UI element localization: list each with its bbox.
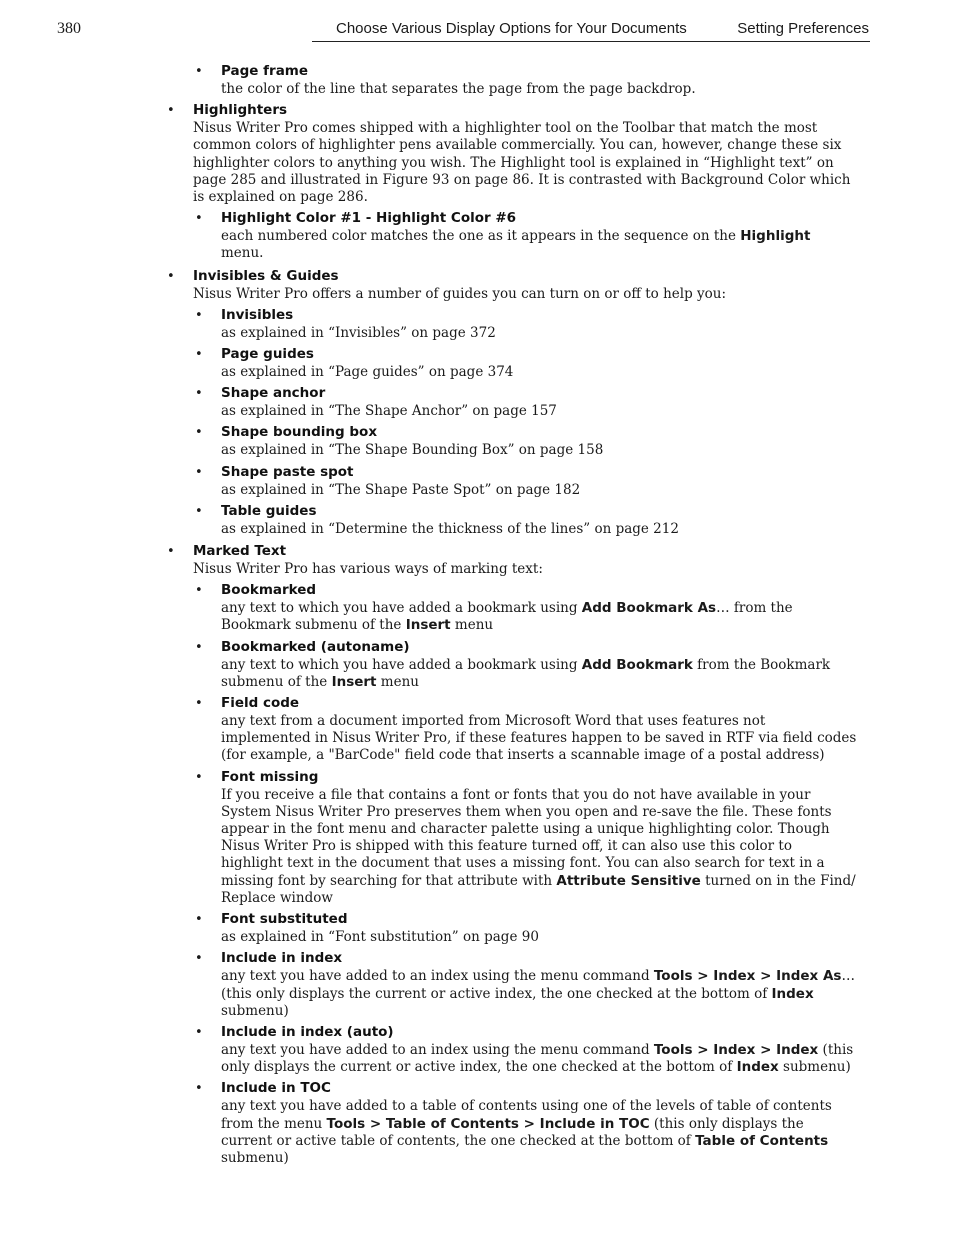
description: as explained in “The Shape Bounding Box” on page 158 <box>221 442 604 459</box>
list-item-bookmarked <box>195 581 857 634</box>
menu-name: Highlight <box>740 228 811 245</box>
bullet: • <box>195 639 203 655</box>
term: Table guides <box>221 502 317 519</box>
term: Bookmarked <box>221 582 317 599</box>
description: any text to which you have added a bookmark using Add Bookmark from the Bookmark submenu of the Insert menu <box>221 656 831 690</box>
bullet: • <box>195 769 203 785</box>
term: Include in index <box>221 950 343 967</box>
bullet: • <box>195 64 203 79</box>
term: Font missing <box>221 768 319 785</box>
bullet: • <box>195 425 203 441</box>
command-name: Add Bookmark <box>581 656 693 673</box>
list-item-shape-paste-spot <box>195 463 857 499</box>
list-item-font-substituted <box>195 910 857 946</box>
description: any text from a document imported from Microsoft Word that uses features not implemented in Nisus Writer Pro, if these features happen to be saved in RTF via field codes (for example, a "BarCode" field code that inserts a scannable image of a postal address) <box>221 713 857 764</box>
description: as explained in “Invisibles” on page 372 <box>221 324 496 341</box>
bullet: • <box>195 951 203 967</box>
list-item-font-missing <box>195 768 857 907</box>
menu-name: Index <box>771 985 814 1002</box>
bullet: • <box>195 211 203 227</box>
bullet: • <box>167 544 175 560</box>
list-item-highlight-colors <box>195 209 857 262</box>
description: as explained in “The Shape Paste Spot” on page 182 <box>221 481 581 498</box>
term: Highlight Color #1 - Highlight Color #6 <box>221 210 517 227</box>
description: the color of the line that separates the page from the page backdrop. <box>221 81 696 97</box>
term: Shape paste spot <box>221 463 354 480</box>
bullet: • <box>195 912 203 928</box>
page-header <box>0 20 954 44</box>
term: Shape anchor <box>221 385 326 402</box>
bullet: • <box>195 464 203 480</box>
description: any text you have added to a table of contents using one of the levels of table of contents from the menu Tools > Table of Contents > Include in TOC (this only displays the current or active table of contents, the one checked at the bottom of Table of Contents submenu) <box>221 1098 832 1166</box>
list-item-field-code <box>195 694 857 765</box>
menu-name: Index <box>736 1059 779 1076</box>
command-name: Tools > Index > Index As <box>653 968 842 985</box>
list-item-include-in-index <box>195 949 857 1020</box>
section-title: Setting Preferences <box>737 20 869 37</box>
list-item-invisibles <box>195 306 857 342</box>
term: Include in TOC <box>221 1080 331 1097</box>
term: Page frame <box>221 63 309 79</box>
description: Nisus Writer Pro comes shipped with a highlighter tool on the Toolbar that match the most common colors of highlighter pens available commercially. You can, however, change these six highlighter colors to anything you wish. The Highlight tool is explained in “Highlight text” on page 285 and illustrated in Figure 93 on page 86. It is contrasted with Background Color which is explained on page 286. <box>193 120 851 206</box>
description: each numbered color matches the one as it appears in the sequence on the Highlight menu. <box>221 228 811 262</box>
description: Nisus Writer Pro has various ways of marking text: <box>193 561 543 578</box>
command-name: Tools > Index > Index <box>653 1041 819 1058</box>
bullet: • <box>195 1081 203 1097</box>
list-item-page-frame <box>195 62 857 98</box>
bullet: • <box>195 1024 203 1040</box>
bullet: • <box>195 307 203 323</box>
description: as explained in “The Shape Anchor” on page 157 <box>221 403 557 420</box>
command-name: Tools > Table of Contents > Include in TOC <box>326 1115 650 1132</box>
list-item-highlighters <box>167 101 857 206</box>
bullet: • <box>167 268 175 284</box>
term: Invisibles <box>221 306 294 323</box>
term: Page guides <box>221 346 314 363</box>
term: Invisibles & Guides <box>193 267 339 284</box>
list-item-include-in-index-auto <box>195 1023 857 1076</box>
list-item-bookmarked-autoname <box>195 638 857 691</box>
description: If you receive a file that contains a font or fonts that you do not have available in your System Nisus Writer Pro preserves them when you open and re-save the file. These fonts appear in the font menu and character palette using a unique highlighting color. Though Nisus Writer Pro is shipped with this feature turned off, it can also use this color to highlight text in the document that uses a missing font. You can also search for text in a missing font by searching for that attribute with Attribute Sensitive turned on in the Find/ Replace window <box>221 786 856 906</box>
term: Font substituted <box>221 911 348 928</box>
list-item-include-in-toc <box>195 1079 857 1167</box>
description: any text to which you have added a bookmark using Add Bookmark As… from the Bookmark submenu of the Insert menu <box>221 600 793 634</box>
description: as explained in “Page guides” on page 374 <box>221 364 514 381</box>
description: as explained in “Determine the thickness of the lines” on page 212 <box>221 520 679 537</box>
term: Marked Text <box>193 543 287 560</box>
bullet: • <box>195 583 203 599</box>
term: Shape bounding box <box>221 424 378 441</box>
bullet: • <box>195 503 203 519</box>
list-item-table-guides <box>195 502 857 538</box>
menu-name: Insert <box>331 673 377 690</box>
list-item-page-guides <box>195 345 857 381</box>
list-item-invisibles-guides <box>167 267 857 303</box>
list-item-marked-text <box>167 542 857 578</box>
bullet: • <box>195 696 203 712</box>
term: Highlighters <box>193 102 288 119</box>
description: any text you have added to an index using the menu command Tools > Index > Index (this only displays the current or active index, the one checked at the bottom of Index submenu) <box>221 1041 854 1076</box>
command-name: Add Bookmark As <box>581 600 717 617</box>
bullet: • <box>167 103 175 119</box>
page-number: 380 <box>57 20 81 37</box>
bullet: • <box>195 386 203 402</box>
menu-name: Insert <box>405 617 451 634</box>
document-body <box>167 62 857 1170</box>
list-item-shape-bounding-box <box>195 423 857 459</box>
menu-name: Table of Contents <box>695 1132 829 1149</box>
list-item-shape-anchor <box>195 384 857 420</box>
description: Nisus Writer Pro offers a number of guides you can turn on or off to help you: <box>193 285 726 302</box>
description: any text you have added to an index using the menu command Tools > Index > Index As… (this only displays the current or active index, the one checked at the bottom of Index submenu) <box>221 968 855 1019</box>
chapter-title: Choose Various Display Options for Your Documents <box>336 20 687 37</box>
bullet: • <box>195 347 203 363</box>
option-name: Attribute Sensitive <box>556 872 701 889</box>
term: Include in index (auto) <box>221 1023 394 1040</box>
description: as explained in “Font substitution” on page 90 <box>221 929 539 946</box>
term: Field code <box>221 695 300 712</box>
header-rule <box>312 41 870 42</box>
term: Bookmarked (autoname) <box>221 638 410 655</box>
